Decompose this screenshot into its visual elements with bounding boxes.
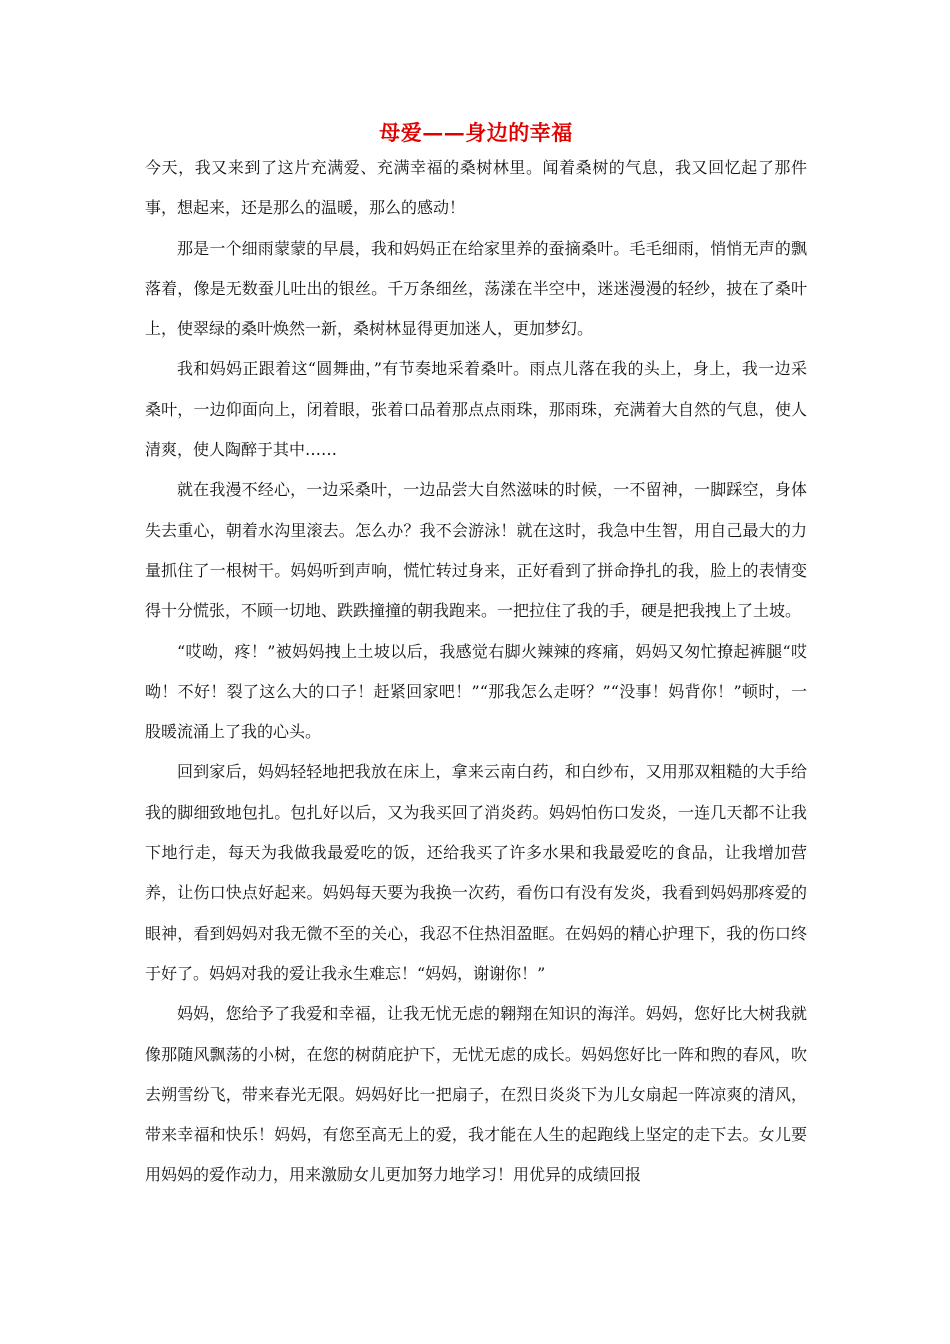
paragraph-2: 那是一个细雨蒙蒙的早晨，我和妈妈正在给家里养的蚕摘桑叶。毛毛细雨，悄悄无声的飘落着，像是无数蚕儿吐出的银丝。千万条细丝，荡漾在半空中，迷迷漫漫的轻纱，披在了桑叶上，使翠绿的桑叶焕然一新，桑树林显得更加迷人，更加梦幻。 (145, 238, 807, 339)
document-title: 母爱——身边的幸福 (379, 120, 573, 145)
document-body (145, 148, 807, 1196)
paragraph-5: “哎呦，疼！”被妈妈拽上土坡以后，我感觉右脚火辣辣的疼痛，妈妈又匆忙撩起裤腿“哎呦！不好！裂了这么大的口子！赶紧回家吧！”“那我怎么走呀？”“没事！妈背你！”顿时，一股暖流涌上了我的心头。 (145, 641, 807, 742)
paragraph-6: 回到家后，妈妈轻轻地把我放在床上，拿来云南白药，和白纱布，又用那双粗糙的大手给我的脚细致地包扎。包扎好以后，又为我买回了消炎药。妈妈怕伤口发炎，一连几天都不让我下地行走，每天为我做我最爱吃的饭，还给我买了许多水果和我最爱吃的食品，让我增加营养，让伤口快点好起来。妈妈每天要为我换一次药，看伤口有没有发炎，我看到妈妈那疼爱的眼神，看到妈妈对我无微不至的关心，我忍不住热泪盈眶。在妈妈的精心护理下，我的伤口终于好了。妈妈对我的爱让我永生难忘！“妈妈，谢谢你！” (145, 762, 807, 983)
paragraph-3: 我和妈妈正跟着这“圆舞曲，”有节奏地采着桑叶。雨点儿落在我的头上，身上，我一边采桑叶，一边仰面向上，闭着眼，张着口品着那点点雨珠，那雨珠，充满着大自然的气息，使人清爽，使人陶醉于其中…… (145, 359, 807, 460)
paragraph-1: 今天，我又来到了这片充满爱、充满幸福的桑树林里。闻着桑树的气息，我又回忆起了那件事，想起来，还是那么的温暖，那么的感动！ (145, 158, 807, 218)
paragraph-4: 就在我漫不经心，一边采桑叶，一边品尝大自然滋味的时候，一不留神，一脚踩空，身体失去重心，朝着水沟里滚去。怎么办？我不会游泳！就在这时，我急中生智，用自己最大的力量抓住了一根树干。妈妈听到声响，慌忙转过身来，正好看到了拼命挣扎的我，脸上的表情变得十分慌张，不顾一切地、跌跌撞撞的朝我跑来。一把拉住了我的手，硬是把我拽上了土坡。 (145, 480, 807, 621)
document-page (145, 118, 807, 1196)
paragraph-7: 妈妈，您给予了我爱和幸福，让我无忧无虑的翱翔在知识的海洋。妈妈，您好比大树我就像那随风飘荡的小树，在您的树荫庇护下，无忧无虑的成长。妈妈您好比一阵和煦的春风，吹去朔雪纷飞，带来春光无限。妈妈好比一把扇子，在烈日炎炎下为儿女扇起一阵凉爽的清风，带来幸福和快乐！妈妈，有您至高无上的爱，我才能在人生的起跑线上坚定的走下去。女儿要用妈妈的爱作动力，用来激励女儿更加努力地学习！用优异的成绩回报 (145, 1004, 807, 1185)
